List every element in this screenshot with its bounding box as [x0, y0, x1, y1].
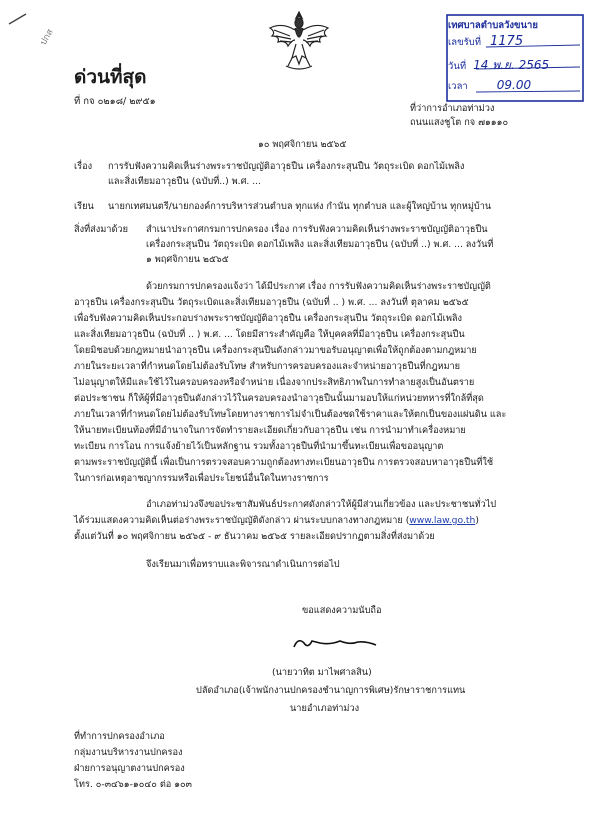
subject-label: เรื่อง: [74, 161, 93, 172]
body-para1-line-12: ตามพระราชบัญญัตินี้ เพื่อเป็นการตรวจสอบความถูกต้องทางทะเบียนอาวุธปืน การตรวจสอบหาอาวุธปืนที่ใช้: [74, 457, 494, 468]
body-para1-line-9: ภายในเวลาที่กำหนดโดยไม่ต้องรับโทษโดยทางราชการไม่จำเป็นต้องชดใช้ราคาและให้ตกเป็นของแผ่นดิน และ: [74, 409, 507, 420]
office-address-line2: ถนนแสงชูโต กจ ๗๑๑๑๐: [410, 117, 509, 128]
body-para1-line-2: อาวุธปืน เครื่องกระสุนปืน วัตถุระเบิดและสิ่งเทียมอาวุธปืน (ฉบับที่ .. ) พ.ศ. ... ลงวันที่ ตุลาคม ๒๕๖๕: [74, 297, 469, 308]
footer-line-2: กลุ่มงานบริหารงานปกครอง: [74, 747, 183, 758]
body-para2-line-2: [74, 514, 479, 527]
attachment-line-2: เครื่องกระสุนปืน วัตถุระเบิด ดอกไม้เพลิง และสิ่งเทียมอาวุธปืน (ฉบับที่ ..) พ.ศ. ... ลงวันที่: [146, 239, 494, 250]
closing-request: จึงเรียนมาเพื่อทราบและพิจารณาดำเนินการต่อไป: [146, 559, 340, 570]
receiving-stamp: [446, 14, 584, 102]
body-para2-line-2-pre: ได้ร่วมแสดงความคิดเห็นต่อร่างพระราชบัญญัติดังกล่าว ผ่านระบบกลางทางกฎหมาย (: [74, 515, 410, 526]
body-para1-line-1: ด้วยกรมการปกครองแจ้งว่า ได้มีประกาศ เรื่อง การรับฟังความคิดเห็นร่างพระราชบัญญัติ: [146, 281, 491, 292]
body-para1-line-5: โดยมิชอบด้วยกฎหมายนำอาวุธปืน เครื่องกระสุนปืนดังกล่าวมาขอรับอนุญาตเพื่อให้ถูกต้องตามกฎหมาย: [74, 345, 477, 356]
stamp-receive-row: [448, 34, 523, 50]
body-para1-line-7: ไม่อนุญาตให้มีและใช้ไว้ในครอบครองหรือจำหน่าย เนื่องจากประสิทธิภาพในการทำลายสูงเป็นอันตราย: [74, 377, 475, 388]
body-para1-line-10: ให้นายทะเบียนท้องที่มีอำนาจในการจัดทำรายละเอียดเกี่ยวกับอาวุธปืน เช่น การนำมาทำเครื่องหมาย: [74, 425, 466, 436]
salutation: ขอแสดงความนับถือ: [302, 605, 382, 616]
stamp-time-label: เวลา: [448, 81, 468, 92]
footer-line-1: ที่ทำการปกครองอำเภอ: [74, 731, 165, 742]
body-para2-line-2-post: ): [475, 515, 479, 526]
attachment-line-1: สำเนาประกาศกรมการปกครอง เรื่อง การรับฟังความคิดเห็นร่างพระราชบัญญัติอาวุธปืน: [146, 224, 488, 235]
handwritten-signature: [290, 633, 380, 659]
handwritten-margin-note: ปกส: [38, 27, 56, 48]
body-para1-line-11: ทะเบียน การโอน การแจ้งย้ายไว้เป็นหลักฐาน รวมทั้งอาวุธปืนที่นำมาขึ้นทะเบียนเพื่อขออนุญาต: [74, 441, 444, 452]
footer-line-4: โทร. ๐-๓๔๖๑-๑๐๔๐ ต่อ ๑๐๓: [74, 779, 192, 790]
body-para1-line-4: และสิ่งเทียมอาวุธปืน (ฉบับที่ .. ) พ.ศ. ... โดยมีสาระสำคัญคือ ให้บุคคลที่มีอาวุธปืน เครื่องกระสุนปืน: [74, 329, 465, 340]
body-para2-line-1: อำเภอท่าม่วงจึงขอประชาสัมพันธ์ประกาศดังกล่าวให้ผู้มีส่วนเกี่ยวข้อง และประชาชนทั่วไป: [146, 499, 497, 510]
subject-line-1: การรับฟังความคิดเห็นร่างพระราชบัญญัติอาวุธปืน เครื่องกระสุนปืน วัตถุระเบิด ดอกไม้เพลิง: [108, 161, 465, 172]
stamp-time-row: [448, 78, 531, 94]
stamp-time-value: 09.00: [496, 78, 532, 92]
stamp-date-value: 14 พ.ย. 2565: [473, 58, 550, 72]
signer-position-line-2: นายอำเภอท่าม่วง: [290, 703, 360, 714]
office-address-line1: ที่ว่าการอำเภอท่าม่วง: [410, 103, 495, 114]
stamp-date-row: [448, 56, 549, 75]
body-para1-line-3: เพื่อรับฟังความคิดเห็นประกอบร่างพระราชบัญญัติอาวุธปืน เครื่องกระสุนปืน วัตถุระเบิด ดอกไม้เพลิง: [74, 313, 462, 324]
signer-name: (นายวาทิต มาไพศาลสิน): [272, 667, 372, 678]
stamp-receive-number: 1175: [490, 34, 524, 49]
body-para2-line-3: ตั้งแต่วันที่ ๑๐ พฤศจิกายน ๒๕๖๕ - ๙ ธันวาคม ๒๕๖๕ รายละเอียดปรากฏตามสิ่งที่ส่งมาด้วย: [74, 531, 435, 542]
body-para1-line-13: ในการก่อเหตุอาชญากรรมหรือเพื่อประโยชน์อื่นใดในทางราชการ: [74, 473, 329, 484]
stamp-org: เทศบาลตำบลวังขนาย: [448, 20, 538, 31]
stamp-receive-label: เลขรับที่: [448, 37, 481, 48]
document-date: ๑๐ พฤศจิกายน ๒๕๖๕: [258, 139, 347, 150]
corner-tick-mark: [8, 12, 28, 26]
body-para1-line-8: ต่อประชาชน ก็ให้ผู้ที่มีอาวุธปืนดังกล่าวไว้ในครอบครองนำอาวุธปืนนั้นมามอบให้แก่หน่วยทหารที่ใกล้ที่สุด: [74, 393, 484, 404]
law-website-link[interactable]: www.law.go.th: [409, 515, 476, 526]
urgent-label: ด่วนที่สุด: [74, 66, 147, 88]
body-para1-line-6: ภายในระยะเวลาที่กำหนดโดยไม่ต้องรับโทษ สำหรับการครอบครองและจำหน่ายอาวุธปืนที่กฎหมาย: [74, 361, 461, 372]
document-number: ที่ กจ ๐๒๑๘/ ๒๙๕๑: [74, 96, 156, 107]
garuda-emblem-icon: [262, 6, 336, 80]
footer-line-3: ฝ่ายการอนุญาตงานปกครอง: [74, 763, 185, 774]
stamp-date-label: วันที่: [448, 61, 467, 72]
recipient-text: นายกเทศมนตรี/นายกองค์การบริหารส่วนตำบล ทุกแห่ง กำนัน ทุกตำบล และผู้ใหญ่บ้าน ทุกหมู่บ้าน: [108, 201, 492, 212]
attachment-label: สิ่งที่ส่งมาด้วย: [74, 224, 128, 235]
recipient-label: เรียน: [74, 201, 94, 212]
signer-position-line-1: ปลัดอำเภอ(เจ้าพนักงานปกครองชำนาญการพิเศษ)รักษาราชการแทน: [196, 685, 466, 696]
attachment-line-3: ๑ พฤศจิกายน ๒๕๖๕: [146, 254, 229, 265]
subject-line-2: และสิ่งเทียมอาวุธปืน (ฉบับที่..) พ.ศ. ...: [108, 176, 262, 187]
